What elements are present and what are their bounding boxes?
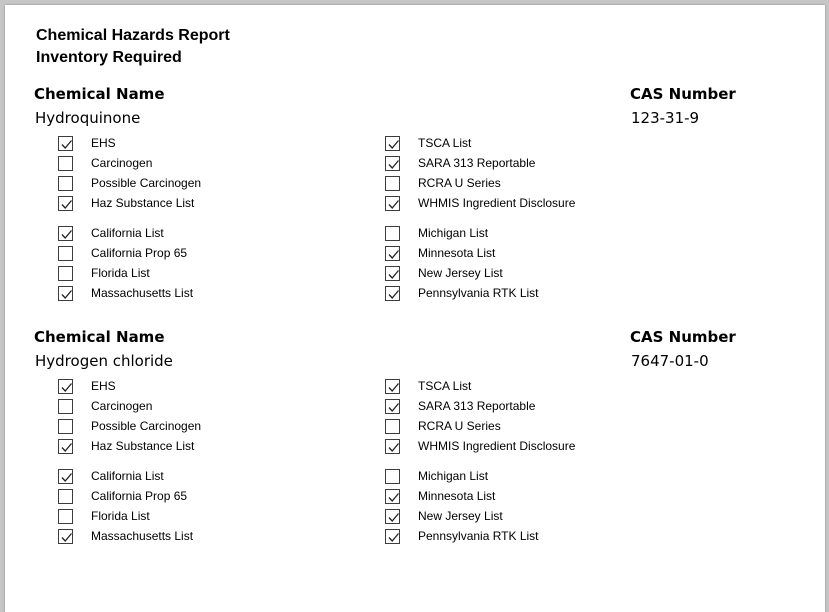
list-item-label: California List	[91, 469, 164, 483]
unchecked-checkbox-icon[interactable]	[385, 469, 400, 484]
list-item-label: Pennsylvania RTK List	[418, 286, 539, 300]
chemical-name-label: Chemical Name	[34, 328, 165, 346]
checked-checkbox-icon[interactable]	[385, 489, 400, 504]
report-page	[5, 5, 825, 612]
unchecked-checkbox-icon[interactable]	[58, 509, 73, 524]
checked-checkbox-icon[interactable]	[385, 266, 400, 281]
checked-checkbox-icon[interactable]	[385, 156, 400, 171]
list-item-label: EHS	[91, 136, 116, 150]
unchecked-checkbox-icon[interactable]	[58, 266, 73, 281]
list-item-label: EHS	[91, 379, 116, 393]
unchecked-checkbox-icon[interactable]	[385, 226, 400, 241]
checked-checkbox-icon[interactable]	[58, 379, 73, 394]
checked-checkbox-icon[interactable]	[58, 226, 73, 241]
list-item-label: Michigan List	[418, 226, 489, 240]
unchecked-checkbox-icon[interactable]	[58, 246, 73, 261]
list-item-label: WHMIS Ingredient Disclosure	[418, 196, 576, 210]
list-item-label: RCRA U Series	[418, 419, 501, 433]
chemical-name: Hydrogen chloride	[35, 352, 173, 370]
chemical-name: Hydroquinone	[35, 109, 141, 127]
checked-checkbox-icon[interactable]	[385, 509, 400, 524]
list-item-label: Massachusetts List	[91, 529, 194, 543]
list-item-label: Minnesota List	[418, 489, 496, 503]
list-item-label: Florida List	[91, 509, 150, 523]
unchecked-checkbox-icon[interactable]	[58, 489, 73, 504]
unchecked-checkbox-icon[interactable]	[58, 176, 73, 191]
report-subtitle: Inventory Required	[36, 49, 182, 66]
list-item-label: New Jersey List	[418, 509, 503, 523]
list-item-label: Carcinogen	[91, 399, 153, 413]
checked-checkbox-icon[interactable]	[385, 399, 400, 414]
checked-checkbox-icon[interactable]	[58, 439, 73, 454]
list-item-label: Haz Substance List	[91, 439, 195, 453]
chemical-name-label: Chemical Name	[34, 85, 165, 103]
list-item-label: Carcinogen	[91, 156, 153, 170]
list-item-label: RCRA U Series	[418, 176, 501, 190]
list-item-label: Haz Substance List	[91, 196, 195, 210]
list-item-label: SARA 313 Reportable	[418, 399, 536, 413]
cas-number: 123-31-9	[631, 109, 700, 127]
list-item-label: Michigan List	[418, 469, 489, 483]
unchecked-checkbox-icon[interactable]	[58, 156, 73, 171]
unchecked-checkbox-icon[interactable]	[58, 419, 73, 434]
checked-checkbox-icon[interactable]	[385, 246, 400, 261]
checked-checkbox-icon[interactable]	[58, 529, 73, 544]
checked-checkbox-icon[interactable]	[385, 439, 400, 454]
list-item-label: Massachusetts List	[91, 286, 194, 300]
unchecked-checkbox-icon[interactable]	[385, 419, 400, 434]
list-item-label: TSCA List	[418, 379, 472, 393]
list-item-label: TSCA List	[418, 136, 472, 150]
list-item-label: Minnesota List	[418, 246, 496, 260]
checked-checkbox-icon[interactable]	[385, 379, 400, 394]
checked-checkbox-icon[interactable]	[58, 286, 73, 301]
checked-checkbox-icon[interactable]	[385, 136, 400, 151]
report-title-block	[36, 25, 230, 69]
list-item-label: Possible Carcinogen	[91, 176, 202, 190]
cas-number-label: CAS Number	[630, 328, 736, 346]
checked-checkbox-icon[interactable]	[385, 529, 400, 544]
list-item-label: Pennsylvania RTK List	[418, 529, 539, 543]
cas-number-label: CAS Number	[630, 85, 736, 103]
list-item-label: California Prop 65	[91, 246, 188, 260]
list-item-label: WHMIS Ingredient Disclosure	[418, 439, 576, 453]
unchecked-checkbox-icon[interactable]	[385, 176, 400, 191]
list-item-label: New Jersey List	[418, 266, 503, 280]
report-title: Chemical Hazards Report	[36, 27, 230, 44]
checked-checkbox-icon[interactable]	[58, 136, 73, 151]
list-item-label: California Prop 65	[91, 489, 188, 503]
list-item-label: Possible Carcinogen	[91, 419, 202, 433]
checked-checkbox-icon[interactable]	[385, 286, 400, 301]
checked-checkbox-icon[interactable]	[58, 469, 73, 484]
unchecked-checkbox-icon[interactable]	[58, 399, 73, 414]
checked-checkbox-icon[interactable]	[385, 196, 400, 211]
checked-checkbox-icon[interactable]	[58, 196, 73, 211]
list-item-label: Florida List	[91, 266, 150, 280]
list-item-label: SARA 313 Reportable	[418, 156, 536, 170]
list-item-label: California List	[91, 226, 164, 240]
cas-number: 7647-01-0	[631, 352, 709, 370]
